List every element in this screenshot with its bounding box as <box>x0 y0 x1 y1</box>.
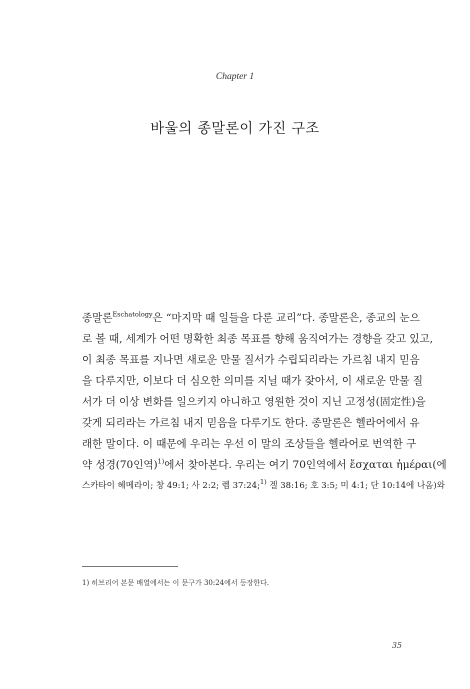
body-line-5: 서가 더 이상 변화를 일으키지 아니하고 영원한 것이 지닌 고정성(固定性)을 <box>82 396 426 408</box>
term-superscript: Eschatology <box>112 310 153 319</box>
footnote-ref: 1) <box>259 478 267 487</box>
text-span: 겔 38:16; 호 3:5; 미 4:1; 단 10:14에 나옴)와 <box>266 481 445 491</box>
body-line-2: 로 볼 때, 세계가 어떤 명확한 최종 목표를 향해 움직여가는 경향을 갖고 있고, <box>82 333 434 345</box>
body-paragraph <box>82 308 447 497</box>
text-span: 종말론 <box>82 312 113 324</box>
footnote-divider <box>82 566 178 567</box>
footnote-ref: 1) <box>157 457 165 466</box>
chapter-label: Chapter 1 <box>215 72 255 82</box>
text-span: 은 “마지막 때 일들을 다룬 교리”다. 종말론은, 종교의 눈으 <box>152 312 420 324</box>
text-span: 약 성경(70인역) <box>82 459 158 471</box>
body-line-1 <box>82 308 420 329</box>
text-span: 에서 찾아본다. 우리는 여기 70인역에서 ἔσχαται ἡμέραι(에 <box>164 459 447 471</box>
footnote: 1) 히브리어 본문 배열에서는 이 문구가 30:24에서 등장한다. <box>82 579 270 587</box>
page-number: 35 <box>391 641 402 650</box>
body-line-9 <box>82 476 445 497</box>
text-span: 스카타이 헤메라이; 창 49:1; 사 2:2; 렘 37:24; <box>82 481 260 491</box>
body-line-6: 갖게 되리라는 가르침 내지 믿음을 다루기도 한다. 종말론은 헬라어에서 유 <box>82 417 420 429</box>
body-line-3: 이 최종 목표를 지나면 새로운 만물 질서가 수립되리라는 가르침 내지 믿음 <box>82 354 420 366</box>
body-line-4: 을 다루지만, 이보다 더 심오한 의미를 지닐 때가 잦아서, 이 새로운 만물 질 <box>82 375 423 387</box>
body-line-7: 래한 말이다. 이 때문에 우리는 우선 이 말의 조상들을 헬라어로 번역한 구 <box>82 438 417 450</box>
body-line-8 <box>82 455 447 476</box>
chapter-title: 바울의 종말론이 가진 구조 <box>150 121 320 137</box>
